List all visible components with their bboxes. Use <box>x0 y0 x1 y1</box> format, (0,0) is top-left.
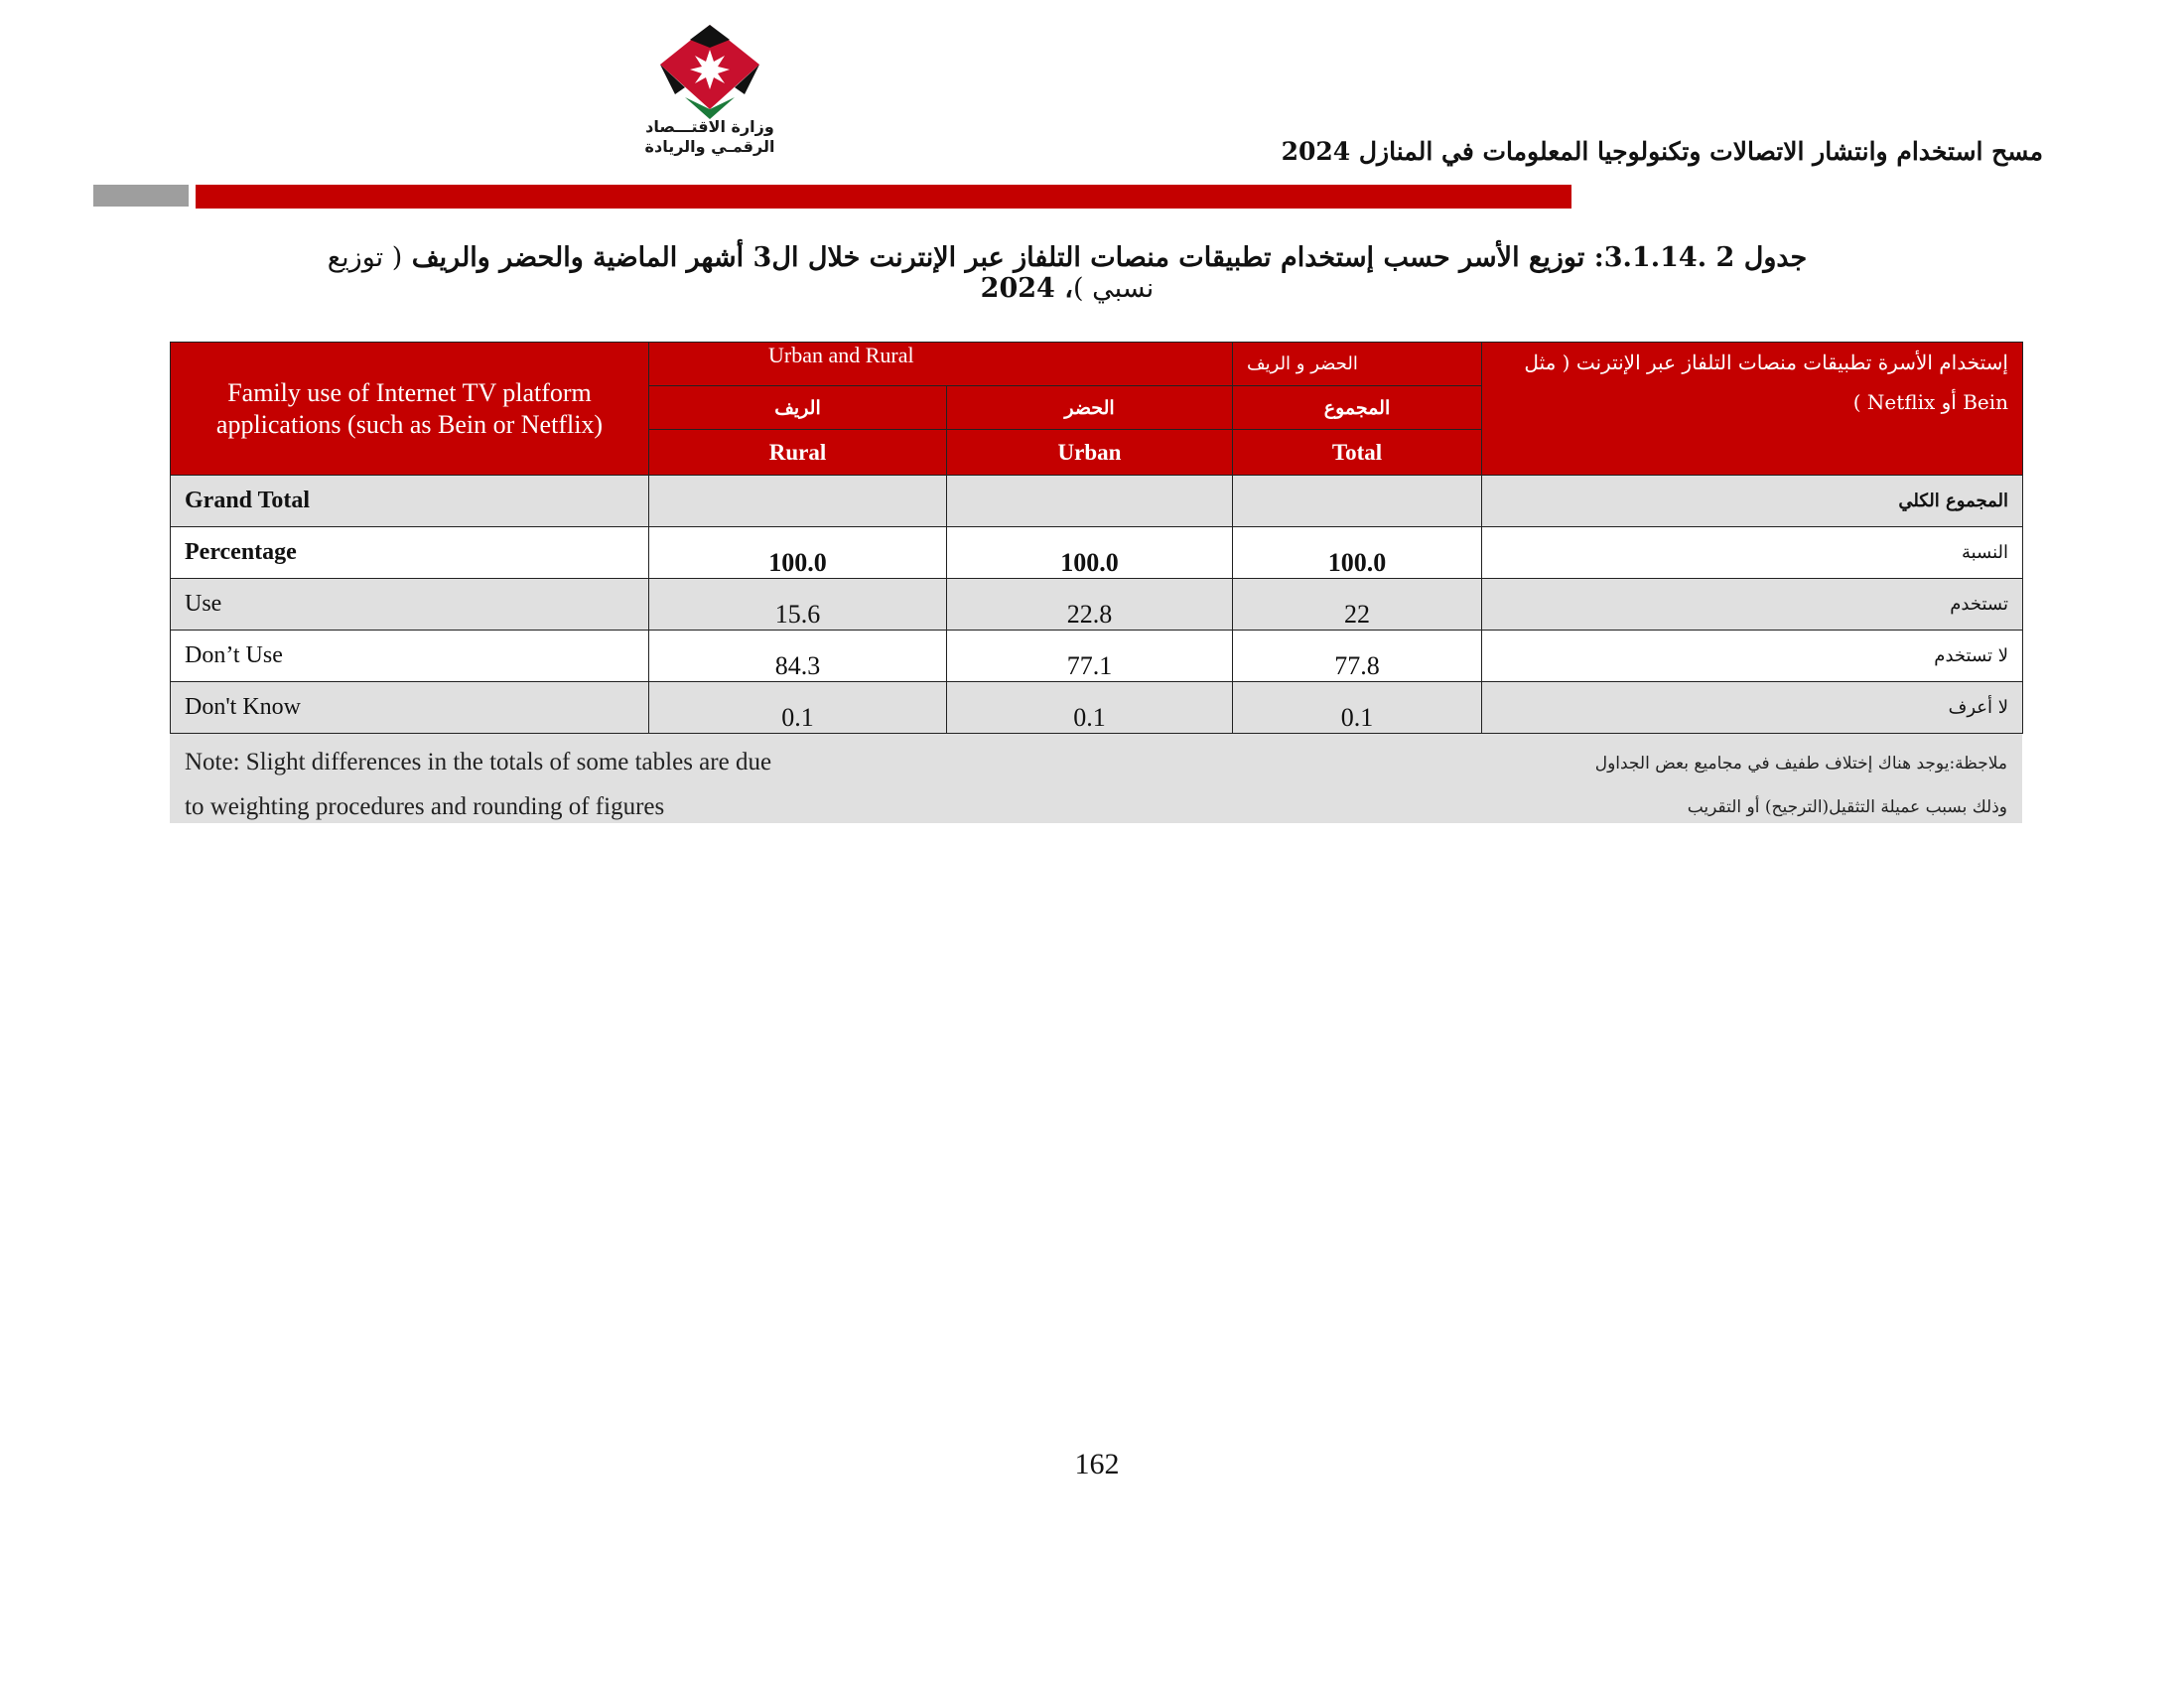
note-ar-line1: ملاجظة:يوجد هناك إختلاف طفيف في مجاميع بعض الجداول <box>1594 754 2007 774</box>
table-title-note: ( توزيع نسبي ) <box>327 242 1155 304</box>
cell-rural: 15.6 <box>649 579 947 631</box>
table-row <box>171 631 2023 682</box>
cell-urban: 22.8 <box>947 579 1233 631</box>
corner-header-en: Family use of Internet TV platform applications (such as Bein or Netflix) <box>171 343 649 476</box>
table-title-main: جدول 2 .3.1.14: توزيع الأسر حسب إستخدام تطبيقات منصات التلفاز عبر الإنترنت خلال ال3 أشهر الماضية والحضر والريف <box>411 242 1808 273</box>
note-en <box>185 740 771 829</box>
col-rural-ar: الريف <box>649 386 947 430</box>
table-row <box>171 579 2023 631</box>
note-en-line1: Note: Slight differences in the totals of some tables are due <box>185 749 772 775</box>
table-row <box>171 682 2023 734</box>
col-urban-ar: الحضر <box>947 386 1233 430</box>
group-header-ar: الحضر و الريف <box>1233 343 1482 386</box>
cell-total: 22 <box>1233 579 1482 631</box>
row-label-ar: تستخدم <box>1482 579 2023 631</box>
col-total-ar: المجموع <box>1233 386 1482 430</box>
cell-total: 0.1 <box>1233 682 1482 734</box>
cell-rural: 100.0 <box>649 527 947 579</box>
col-rural-en: Rural <box>649 430 947 476</box>
note-ar <box>1595 742 2007 829</box>
row-label-en: Percentage <box>171 527 649 579</box>
row-label-ar: لا تستخدم <box>1482 631 2023 682</box>
table-row <box>171 527 2023 579</box>
row-label-en: Don’t Use <box>171 631 649 682</box>
cell-urban: 0.1 <box>947 682 1233 734</box>
document-title: مسح استخدام وانتشار الاتصالات وتكنولوجيا المعلومات في المنازل 2024 <box>1281 137 2043 166</box>
cell-rural <box>649 476 947 527</box>
cell-urban <box>947 476 1233 527</box>
row-label-ar: النسبة <box>1482 527 2023 579</box>
cell-urban: 100.0 <box>947 527 1233 579</box>
cell-rural: 0.1 <box>649 682 947 734</box>
logo-text <box>635 117 784 157</box>
table-title-year: ، 2024 <box>980 273 1073 304</box>
table-row <box>171 476 2023 527</box>
header-gray-bar <box>93 185 189 207</box>
cell-total: 77.8 <box>1233 631 1482 682</box>
data-table <box>170 342 2023 734</box>
corner-header-ar: إستخدام الأسرة تطبيقات منصات التلفاز عبر الإنترنت ( مثل Bein أو Netflix ) <box>1482 343 2023 476</box>
row-label-ar: لا أعرف <box>1482 682 2023 734</box>
group-header-en: Urban and Rural <box>649 343 1233 386</box>
note-ar-line2: وذلك بسبب عميلة التثقيل(الترجيح) أو التقريب <box>1687 797 2007 817</box>
note-en-line2: to weighting procedures and rounding of figures <box>185 793 665 820</box>
col-urban-en: Urban <box>947 430 1233 476</box>
row-label-en: Use <box>171 579 649 631</box>
cell-rural: 84.3 <box>649 631 947 682</box>
logo-text-line2: الرقمـي والريادة <box>644 137 775 156</box>
header-red-bar <box>196 185 1571 209</box>
logo-text-line1: وزارة الاقتـــصاد <box>645 117 774 136</box>
table-note <box>170 734 2022 823</box>
cell-total: 100.0 <box>1233 527 1482 579</box>
cell-urban: 77.1 <box>947 631 1233 682</box>
page-number: 162 <box>1074 1448 1120 1480</box>
row-label-en: Don't Know <box>171 682 649 734</box>
col-total-en: Total <box>1233 430 1482 476</box>
row-label-ar: المجموع الكلي <box>1482 476 2023 527</box>
cell-total <box>1233 476 1482 527</box>
row-label-en: Grand Total <box>171 476 649 527</box>
table-title <box>298 242 1837 304</box>
